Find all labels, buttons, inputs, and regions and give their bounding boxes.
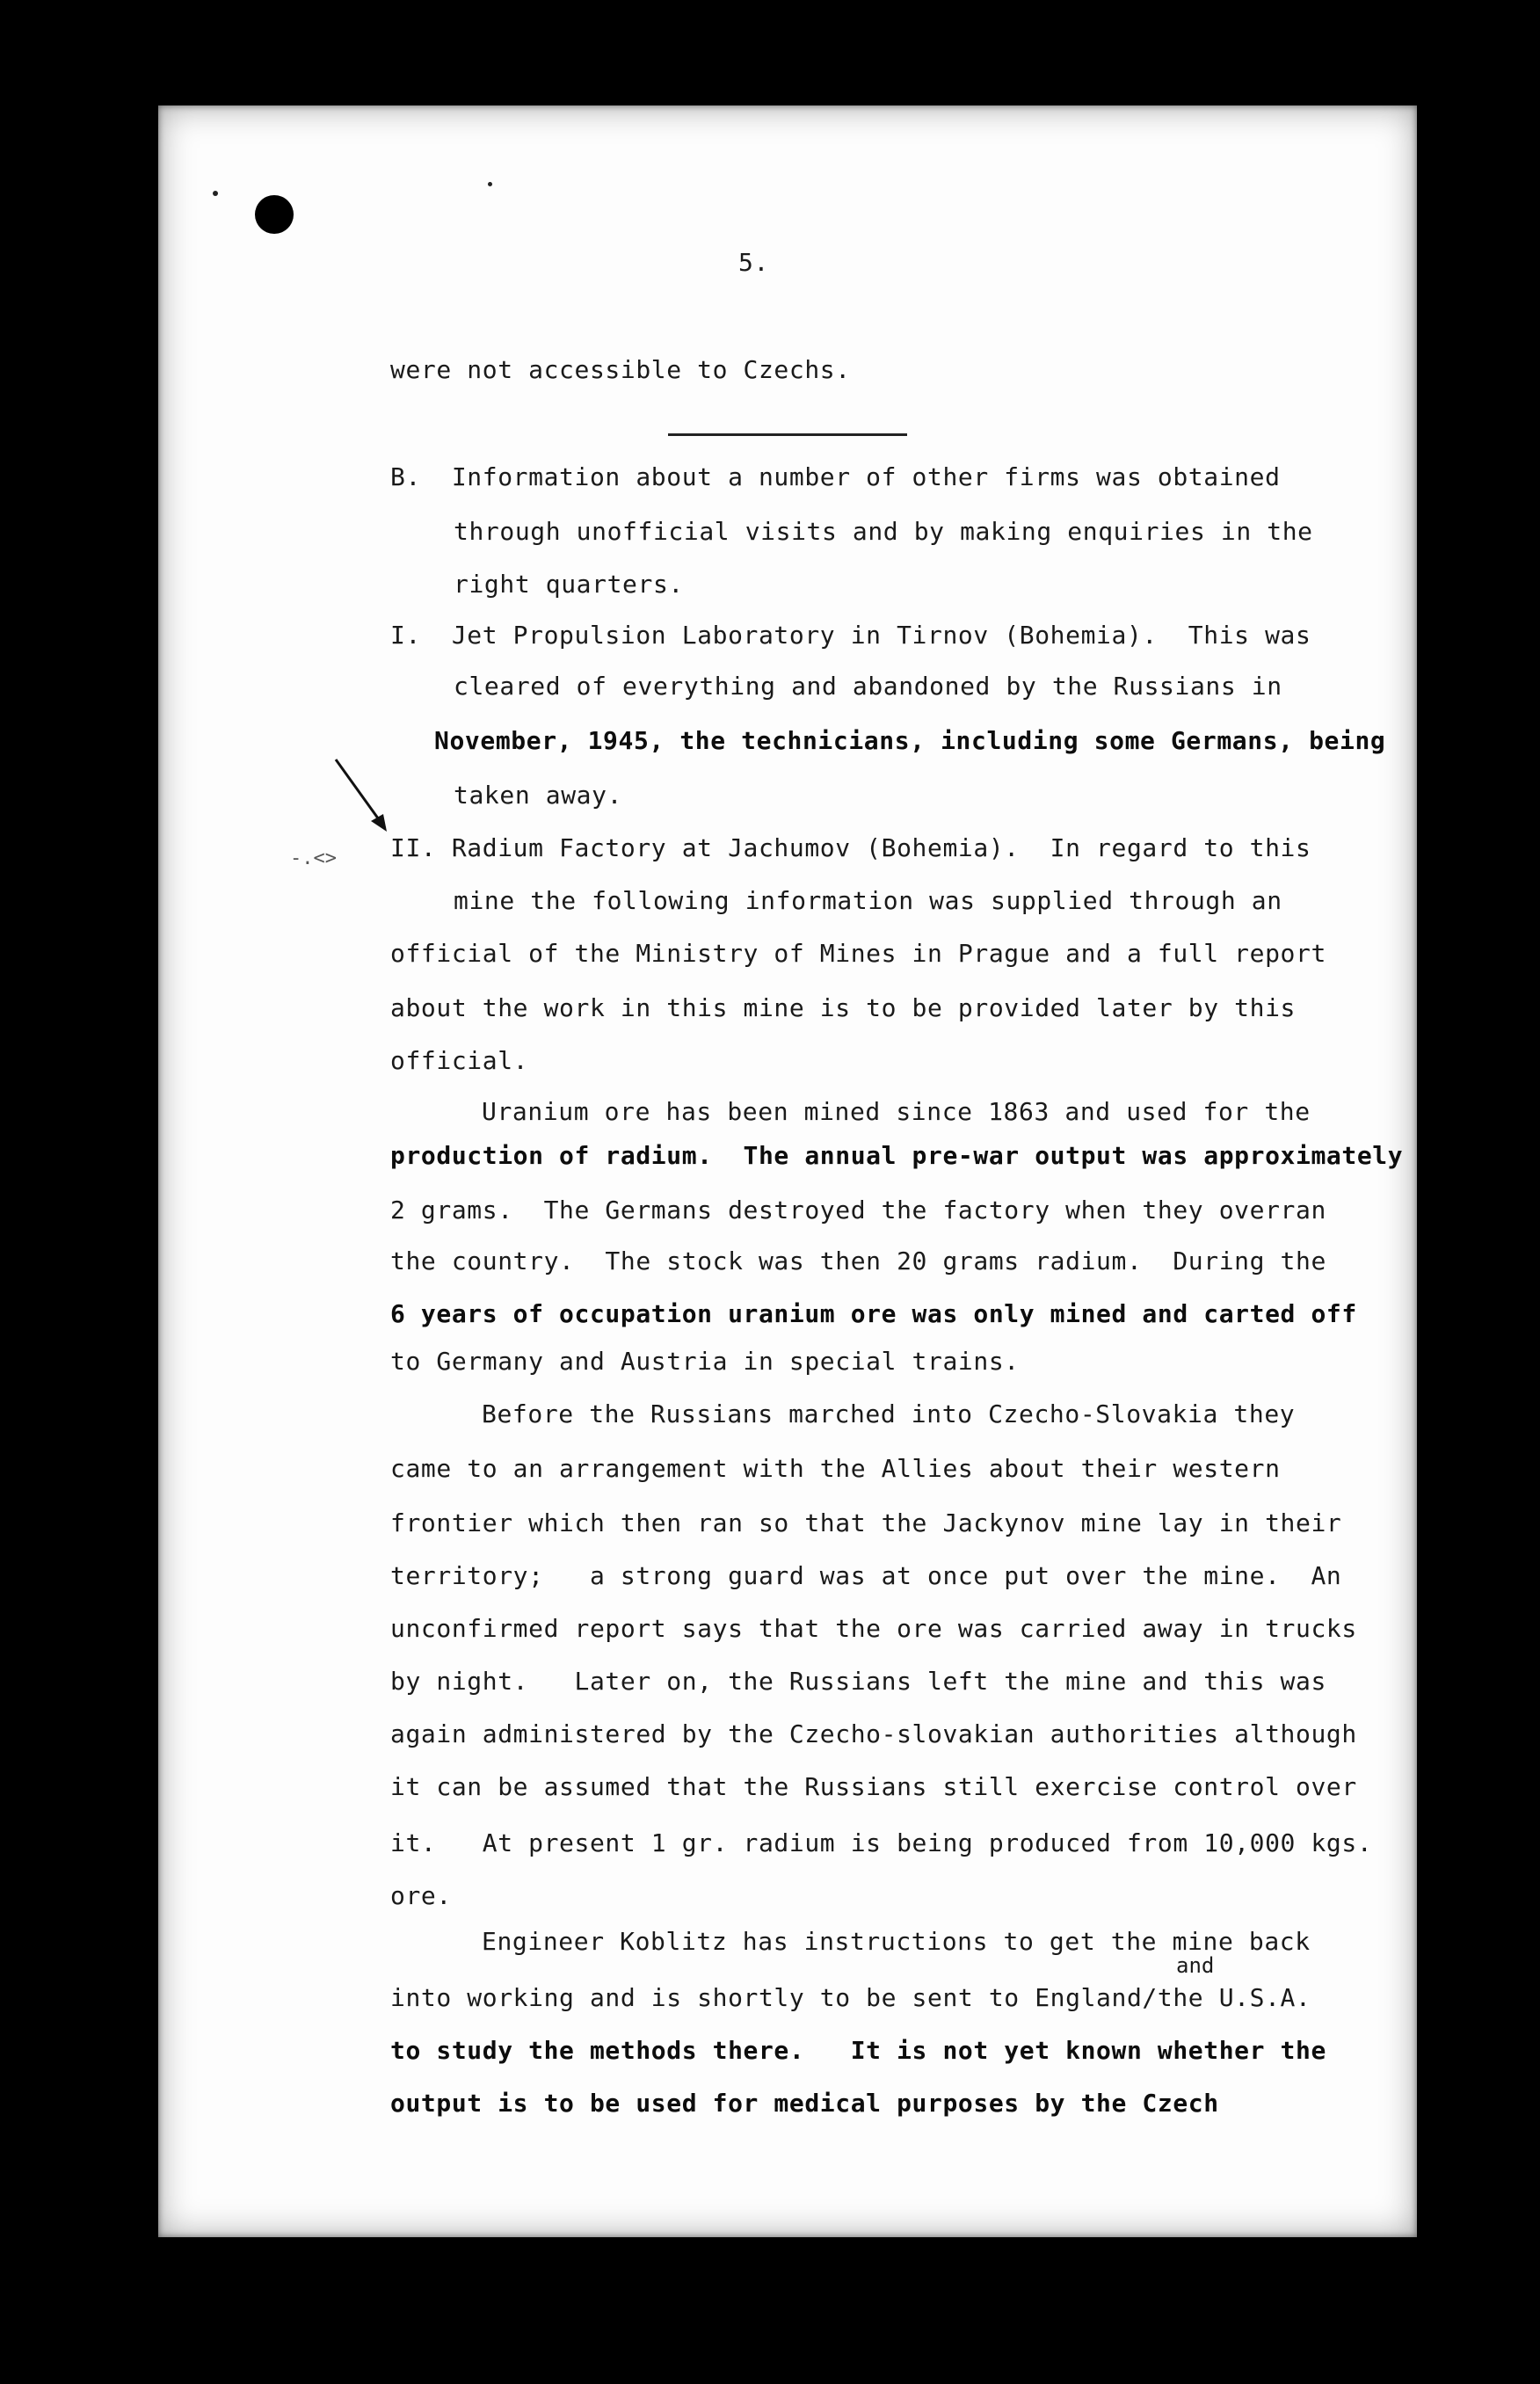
text-line: mine the following information was supplied through an <box>454 886 1282 915</box>
text-line: November, 1945, the technicians, including some Germans, being <box>434 726 1386 755</box>
page-number: 5. <box>738 248 769 277</box>
text-line: Before the Russians marched into Czecho-Slovakia they <box>482 1399 1296 1428</box>
text-line: through unofficial visits and by making enquiries in the <box>454 517 1313 546</box>
speck <box>488 182 492 186</box>
text-line: came to an arrangement with the Allies about their western <box>390 1454 1281 1483</box>
text-line: taken away. <box>454 781 623 810</box>
text-line: 2 grams. The Germans destroyed the factory when they overran <box>390 1196 1326 1225</box>
text-line: output is to be used for medical purposes by the Czech <box>390 2089 1219 2118</box>
text-line: right quarters. <box>454 570 684 599</box>
text-line: into working and is shortly to be sent to England/the U.S.A. <box>390 1983 1311 2012</box>
document-page <box>158 105 1417 2237</box>
text-line: I. Jet Propulsion Laboratory in Tirnov (Bohemia). This was <box>390 621 1311 650</box>
text-line: unconfirmed report says that the ore was carried away in trucks <box>390 1614 1357 1643</box>
text-line: to Germany and Austria in special trains. <box>390 1347 1020 1376</box>
text-line: production of radium. The annual pre-war output was approximately <box>390 1141 1404 1170</box>
punch-hole <box>255 195 294 234</box>
text-line: frontier which then ran so that the Jackynov mine lay in their <box>390 1508 1342 1537</box>
speck <box>213 191 218 196</box>
text-line: official. <box>390 1046 529 1075</box>
arrow-annotation-icon <box>332 756 394 835</box>
text-line: territory; a strong guard was at once put over the mine. An <box>390 1561 1342 1590</box>
text-line: by night. Later on, the Russians left the mine and this was <box>390 1667 1326 1696</box>
text-line: cleared of everything and abandoned by the Russians in <box>454 672 1282 701</box>
text-line: B. Information about a number of other firms was obtained <box>390 462 1281 491</box>
text-line: II. Radium Factory at Jachumov (Bohemia). In regard to this <box>390 833 1311 862</box>
section-divider <box>668 433 907 436</box>
text-line: it. At present 1 gr. radium is being produced from 10,000 kgs. <box>390 1828 1373 1857</box>
text-line: the country. The stock was then 20 grams radium. During the <box>390 1247 1326 1276</box>
text-line: again administered by the Czecho-slovakian authorities although <box>390 1719 1357 1748</box>
text-line: ore. <box>390 1881 452 1910</box>
text-line: Engineer Koblitz has instructions to get the mine back <box>482 1927 1311 1956</box>
text-line: about the work in this mine is to be provided later by this <box>390 993 1296 1022</box>
handwritten-insert: and <box>1176 1953 1215 1978</box>
text-line: it can be assumed that the Russians still exercise control over <box>390 1772 1357 1801</box>
text-line: Uranium ore has been mined since 1863 and used for the <box>482 1097 1311 1126</box>
text-line: to study the methods there. It is not yet known whether the <box>390 2036 1326 2065</box>
text-line: official of the Ministry of Mines in Prague and a full report <box>390 939 1326 968</box>
text-line: 6 years of occupation uranium ore was only mined and carted off <box>390 1299 1357 1328</box>
margin-mark: -.<> <box>290 847 337 869</box>
text-line: were not accessible to Czechs. <box>390 355 851 384</box>
